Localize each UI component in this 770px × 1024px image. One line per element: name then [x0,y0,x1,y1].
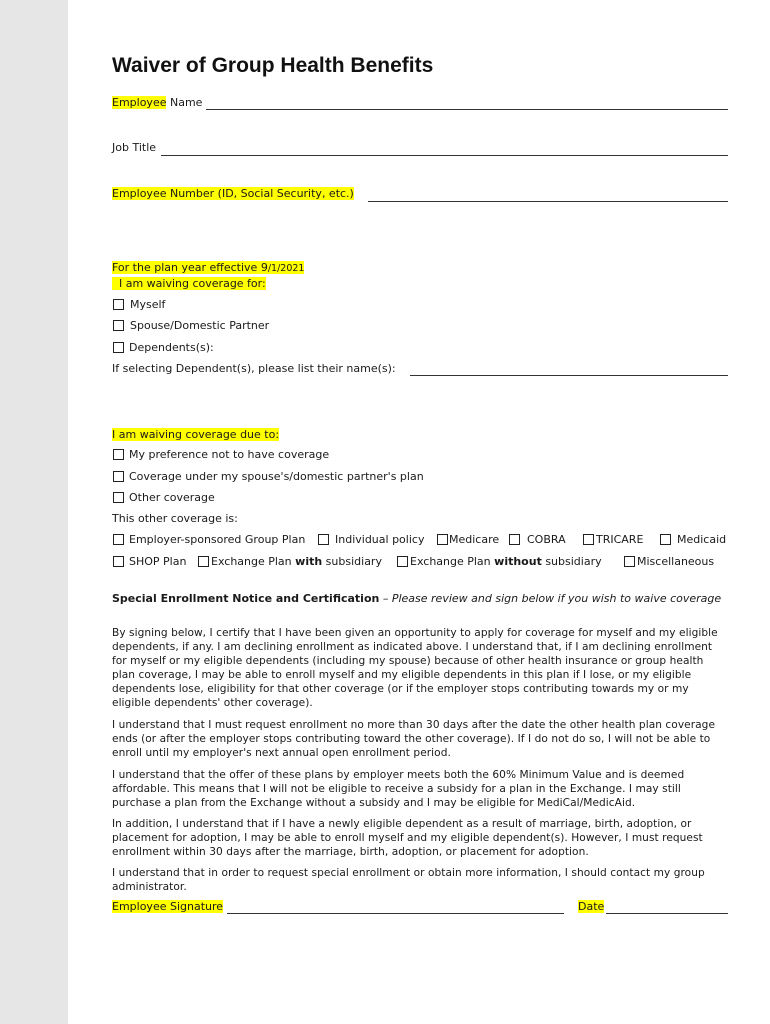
medicaid-checkbox[interactable] [660,534,671,545]
spouse-plan-label: Coverage under my spouse's/domestic partner's plan [129,470,424,483]
miscellaneous-label: Miscellaneous [637,555,715,568]
date-label: Date [578,900,605,913]
other-coverage-label: Other coverage [129,491,215,504]
employer-group-checkbox[interactable] [113,534,124,545]
cobra-label: COBRA [527,533,566,546]
other-coverage-checkbox[interactable] [113,492,124,503]
medicare-label: Medicare [449,533,500,546]
date-field[interactable] [606,913,728,914]
certification-paragraph-1: By signing below, I certify that I have been given an opportunity to apply for coverage for myself and my eligible dependents, if any. I am declining enrollment as indicated above. I understand that, if I am declining enrollment for myself or my eligible dependents (including my spouse) because of other health insurance or group health plan coverage, I may be able to enroll myself and my eligible dependents in this plan if I lose, or my eligible dependents lose, eligibility for that other coverage (or if the employer stops contributing towards my or my eligible dependents' other coverage). [112,627,718,709]
dependents-prompt: If selecting Dependent(s), please list their name(s): [112,362,396,375]
reason-heading: I am waiving coverage due to: [112,428,280,441]
medicaid-label: Medicaid [677,533,727,546]
certification-paragraph-5: I understand that in order to request special enrollment or obtain more information, I should contact my group administrator. [112,867,705,893]
employee-number-field[interactable] [368,201,728,202]
tricare-checkbox[interactable] [583,534,594,545]
certification-paragraph-3: I understand that the offer of these plans by employer meets both the 60% Minimum Value and is deemed affordable. This means that I will not be eligible to receive a subsidy for a plan in the Exchange. I may still purchase a plan from the Exchange without a subsidy and I may be eligible for MediCal/MedicAid. [112,769,685,809]
spouse-checkbox[interactable] [113,320,124,331]
form-title: Waiver of Group Health Benefits [112,54,434,77]
employee-number-label: Employee Number (ID, Social Security, etc.) [112,187,354,200]
job-title-field[interactable] [161,155,728,156]
special-enrollment-heading: Special Enrollment Notice and Certification – Please review and sign below if you wish to waive coverage [112,592,722,605]
spouse-plan-checkbox[interactable] [113,471,124,482]
page-gutter [0,0,68,1024]
exchange-without-label: Exchange Plan without subsidiary [410,555,602,568]
exchange-with-label: Exchange Plan with subsidiary [211,555,382,568]
individual-policy-label: Individual policy [335,533,425,546]
dependents-label: Dependents(s): [129,341,214,354]
employee-name-field[interactable] [206,109,728,110]
other-coverage-prompt: This other coverage is: [112,512,238,525]
myself-checkbox[interactable] [113,299,124,310]
medicare-checkbox[interactable] [437,534,448,545]
cobra-checkbox[interactable] [509,534,520,545]
shop-plan-checkbox[interactable] [113,556,124,567]
myself-label: Myself [130,298,166,311]
certification-paragraph-2: I understand that I must request enrollment no more than 30 days after the date the other health plan coverage ends (or after the employer stops contributing toward the other coverage). If I do not do so, I will not be able to enroll until my employer's next annual open enrollment period. [112,719,716,759]
no-coverage-checkbox[interactable] [113,449,124,460]
shop-plan-label: SHOP Plan [129,555,187,568]
signature-field[interactable] [227,913,564,914]
employer-group-label: Employer-sponsored Group Plan [129,533,306,546]
no-coverage-label: My preference not to have coverage [129,448,330,461]
employee-name-label: Employee Name [112,96,203,109]
miscellaneous-checkbox[interactable] [624,556,635,567]
dependents-names-field[interactable] [410,375,728,376]
tricare-label: TRICARE [596,533,644,546]
job-title-label: Job Title [112,141,157,154]
signature-label: Employee Signature [112,900,224,913]
plan-year-label: For the plan year effective 9/1/2021 [112,261,305,274]
spouse-label: Spouse/Domestic Partner [130,319,270,332]
waiving-for-heading: I am waiving coverage for: [112,277,266,290]
dependents-checkbox[interactable] [113,342,124,353]
exchange-without-checkbox[interactable] [397,556,408,567]
individual-policy-checkbox[interactable] [318,534,329,545]
exchange-with-checkbox[interactable] [198,556,209,567]
certification-paragraph-4: In addition, I understand that if I have a newly eligible dependent as a result of marriage, birth, adoption, or placement for adoption, I may be able to enroll myself and my eligible dependent(s). However, I must request enrollment within 30 days after the marriage, birth, adoption, or placement for adoption. [112,818,703,858]
